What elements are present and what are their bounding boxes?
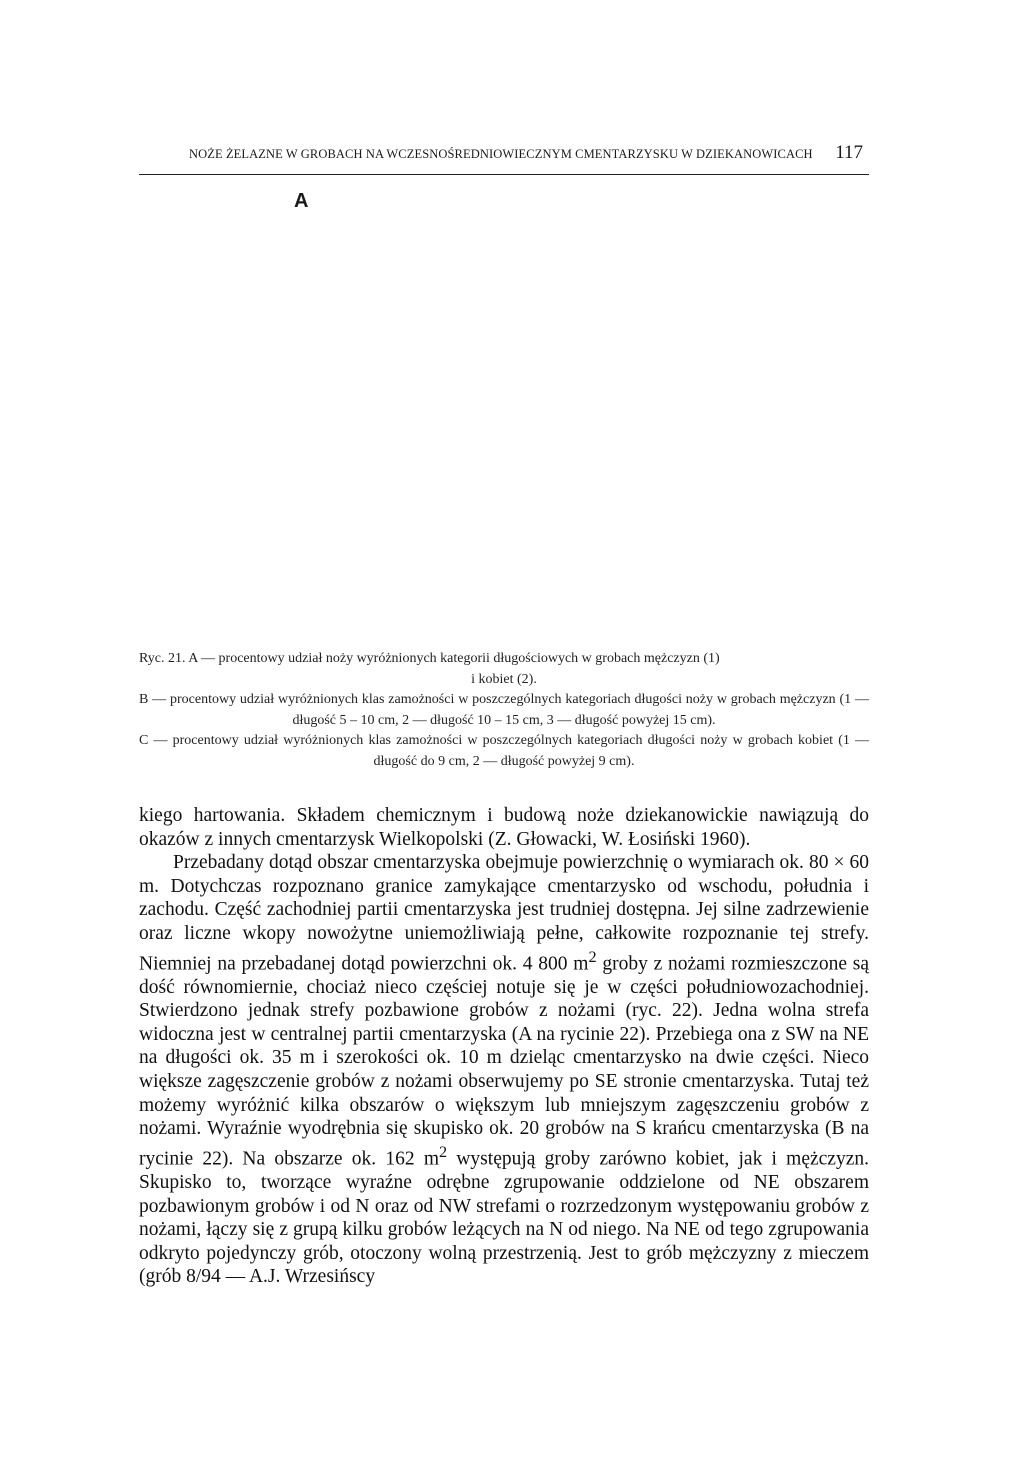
caption-para-c: C — procentowy udział wyróżnionych klas zamożności w poszczególnych kategoriach długości noży w grobach kobiet (1 — długość do 9 cm, 2 — długość powyżej 9 cm). bbox=[139, 733, 869, 769]
figure-caption bbox=[139, 649, 869, 772]
figure-panel-label: A bbox=[294, 190, 309, 212]
body-paragraph-2-part-a: Przebadany dotąd obszar cmentarzyska obejmuje powierzchnię o wymiarach ok. 80 × 60 m. Dotychczas rozpoznano granice zamykające cmentarzysko od wschodu, południa i zachodu. Część zachodniej partii cmentarzyska jest trudniej dostępna. Jej silne zadrzewienie oraz liczne wkopy nowożytne uniemożliwiają pełne, całkowite rozpoznanie tej strefy. Niemniej na przebadanej dotąd powierzchni ok. 4 800 m bbox=[139, 852, 869, 975]
superscript-2-b: 2 bbox=[439, 1142, 448, 1161]
body-paragraph-2 bbox=[139, 851, 869, 1289]
running-head bbox=[139, 134, 869, 175]
body-paragraph-2-part-b: groby z nożami rozmieszczone są dość równomiernie, chociaż nieco częściej notuje się je w części południowozachodniej. Stwierdzono jednak strefy pozbawione grobów z nożami (ryc. 22). Jedna wolna strefa widoczna jest w centralnej partii cmentarzyska (A na rycinie 22). Przebiega ona z SW na NE na długości ok. 35 m i szerokości ok. 10 m dzieląc cmentarzysko na dwie części. Nieco większe zagęszczenie grobów z nożami obserwujemy po SE stronie cmentarzyska. Tutaj też możemy wyróżnić kilka obszarów o większym lub mniejszym zagęszczeniu grobów z nożami. Wyraźnie wyodrębnia się skupisko ok. 20 grobów na S krańcu cmentarzyska (B na rycinie 22). Na obszarze ok. 162 m bbox=[139, 953, 869, 1170]
body-text bbox=[139, 804, 869, 1289]
running-head-title: NOŻE ŻELAZNE W GROBACH NA WCZESNOŚREDNIOWIECZNYM CMENTARZYSKU W DZIEKANOWICACH bbox=[189, 147, 813, 161]
caption-para-b: B — procentowy udział wyróżnionych klas zamożności w poszczególnych kategoriach długości noży w grobach mężczyzn (1 — długość 5 – 10 cm, 2 — długość 10 – 15 cm, 3 — długość powyżej 15 cm). bbox=[139, 692, 869, 728]
caption-line-a1: Ryc. 21. A — procentowy udział noży wyróżnionych kategorii długościowych w grobach mężczyzn (1) bbox=[139, 651, 720, 666]
superscript-2-a: 2 bbox=[588, 947, 597, 966]
body-paragraph-1: kiego hartowania. Składem chemicznym i budową noże dziekanowickie nawiązują do okazów z innych cmentarzysk Wielkopolski (Z. Głowacki, W. Łosiński 1960). bbox=[139, 805, 869, 850]
body-paragraph-2-part-c: występują groby zarówno kobiet, jak i mężczyzn. Skupisko to, tworzące wyraźne odrębne zgrupowanie oddzielone od NE obszarem pozbawionym grobów i od N oraz od NW strefami o rozrzedzonym występowaniu grobów z nożami, łączy się z grupą kilku grobów leżących na N od niego. Na NE od tego zgrupowania odkryto pojedynczy grób, otoczony wolną przestrzenią. Jest to grób mężczyzny z mieczem (grób 8/94 — A.J. Wrzesińscy bbox=[139, 1148, 869, 1288]
page-number: 117 bbox=[835, 142, 863, 163]
figure-area bbox=[139, 220, 869, 625]
caption-line-a2: i kobiet (2). bbox=[471, 671, 537, 687]
